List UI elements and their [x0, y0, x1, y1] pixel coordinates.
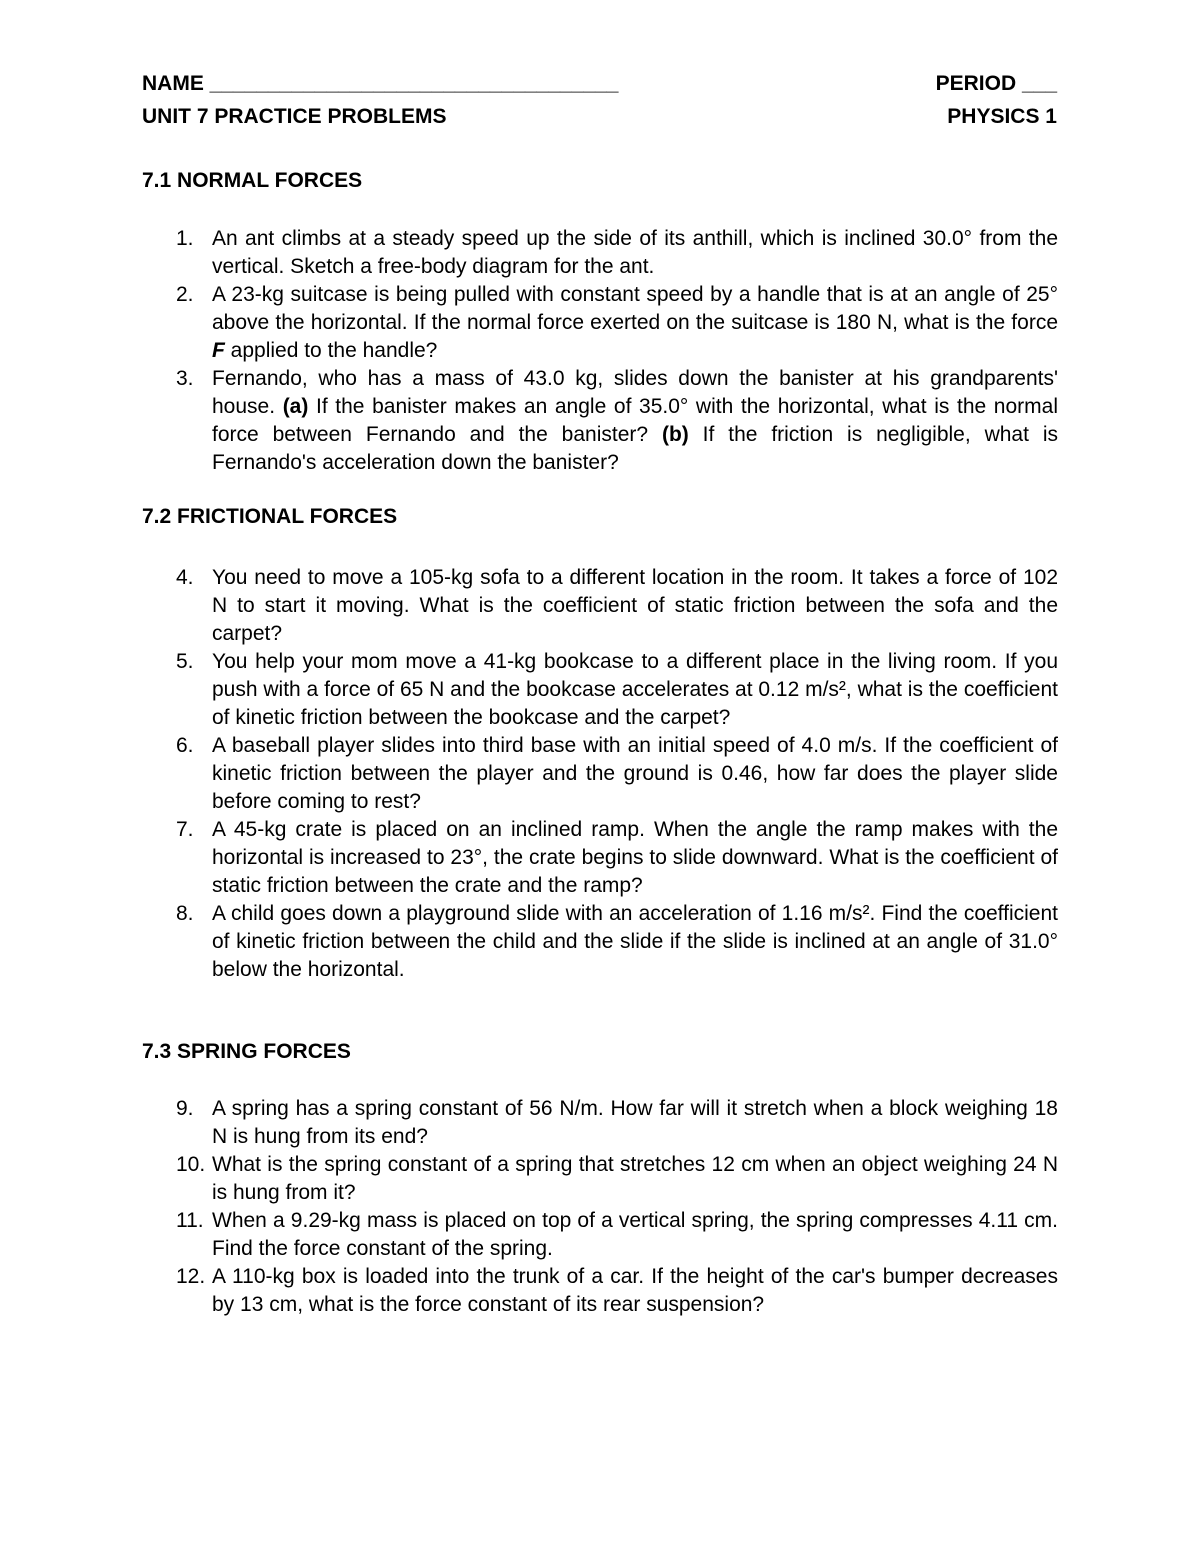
section-heading-spring-forces: 7.3 SPRING FORCES — [142, 1040, 351, 1063]
problem-2 — [142, 281, 1058, 365]
period-label: PERIOD ___ — [935, 72, 1057, 95]
part-label-b: (b) — [661, 423, 689, 446]
problem-text: What is the spring constant of a spring that stretches 12 cm when an object weighing 24 N is hung from it? — [212, 1153, 1058, 1204]
problem-number: 8. — [176, 902, 194, 925]
problem-7 — [142, 816, 1058, 900]
problem-text-part: A 23-kg suitcase is being pulled with constant speed by a handle that is at an angle of 25° above the horizontal. If the normal force exerted on the suitcase is 180 N, what is the force — [212, 283, 1058, 334]
section-heading-frictional-forces: 7.2 FRICTIONAL FORCES — [142, 505, 398, 528]
problem-number: 4. — [176, 566, 194, 589]
problem-text: A child goes down a playground slide with an acceleration of 1.16 m/s². Find the coefficient of kinetic friction between the child and the slide if the slide is inclined at an angle of 31.0° below the horizontal. — [212, 902, 1058, 981]
problem-1 — [142, 225, 1058, 281]
problem-5 — [142, 648, 1058, 732]
problem-text — [212, 283, 1058, 362]
problem-number: 12. — [176, 1265, 206, 1288]
problem-number: 6. — [176, 734, 194, 757]
problem-3 — [142, 365, 1058, 477]
problem-number: 2. — [176, 283, 194, 306]
problem-number: 11. — [176, 1209, 204, 1232]
part-label-a: (a) — [282, 395, 309, 418]
problem-number: 5. — [176, 650, 194, 673]
problem-6 — [142, 732, 1058, 816]
force-symbol: F — [212, 339, 225, 362]
header-name-row — [142, 70, 1057, 98]
section-heading-normal-forces: 7.1 NORMAL FORCES — [142, 169, 363, 192]
problem-number: 9. — [176, 1097, 194, 1120]
problem-12 — [142, 1263, 1058, 1319]
problem-text: A baseball player slides into third base with an initial speed of 4.0 m/s. If the coefficient of kinetic friction between the player and the ground is 0.46, how far does the player slide before coming to rest? — [212, 734, 1058, 813]
problem-text: A spring has a spring constant of 56 N/m. How far will it stretch when a block weighing 18 N is hung from its end? — [212, 1097, 1058, 1148]
unit-title: UNIT 7 PRACTICE PROBLEMS — [142, 105, 447, 128]
problem-4 — [142, 564, 1058, 648]
problem-text — [212, 367, 1058, 474]
problem-number: 10. — [176, 1153, 206, 1176]
problem-text: You help your mom move a 41-kg bookcase to a different place in the living room. If you push with a force of 65 N and the bookcase accelerates at 0.12 m/s², what is the coefficient of kinetic friction between the bookcase and the carpet? — [212, 650, 1058, 729]
problem-text-part: Fernando, who has a mass of 43.0 kg, slides down the banister at his grandparents' house. — [212, 367, 1058, 418]
problem-list-normal-forces — [142, 225, 1058, 477]
problem-text: A 45-kg crate is placed on an inclined ramp. When the angle the ramp makes with the horizontal is increased to 23°, the crate begins to slide downward. What is the coefficient of static friction between the crate and the ramp? — [212, 818, 1058, 897]
problem-text-part: applied to the handle? — [224, 339, 438, 362]
problem-number: 1. — [176, 227, 194, 250]
problem-number: 7. — [176, 818, 194, 841]
problem-text: An ant climbs at a steady speed up the side of its anthill, which is inclined 30.0° from the vertical. Sketch a free-body diagram for the ant. — [212, 227, 1058, 278]
problem-text: A 110-kg box is loaded into the trunk of a car. If the height of the car's bumper decreases by 13 cm, what is the force constant of its rear suspension? — [212, 1265, 1058, 1316]
problem-11 — [142, 1207, 1058, 1263]
name-label: NAME ___________________________________ — [142, 72, 619, 95]
problem-number: 3. — [176, 367, 194, 390]
problem-10 — [142, 1151, 1058, 1207]
problem-list-frictional-forces — [142, 564, 1058, 984]
header-title-row — [142, 103, 1057, 131]
problem-9 — [142, 1095, 1058, 1151]
problem-text-part: If the friction is negligible, what is Fernando's acceleration down the banister? — [212, 423, 1058, 474]
course-name: PHYSICS 1 — [947, 105, 1057, 128]
problem-text: You need to move a 105-kg sofa to a different location in the room. It takes a force of 102 N to start it moving. What is the coefficient of static friction between the sofa and the carpet? — [212, 566, 1058, 645]
problem-text: When a 9.29-kg mass is placed on top of a vertical spring, the spring compresses 4.11 cm. Find the force constant of the spring. — [212, 1209, 1058, 1260]
problem-list-spring-forces — [142, 1095, 1058, 1319]
problem-text-part: If the banister makes an angle of 35.0° with the horizontal, what is the normal force between Fernando and the banister? — [212, 395, 1058, 446]
problem-8 — [142, 900, 1058, 984]
